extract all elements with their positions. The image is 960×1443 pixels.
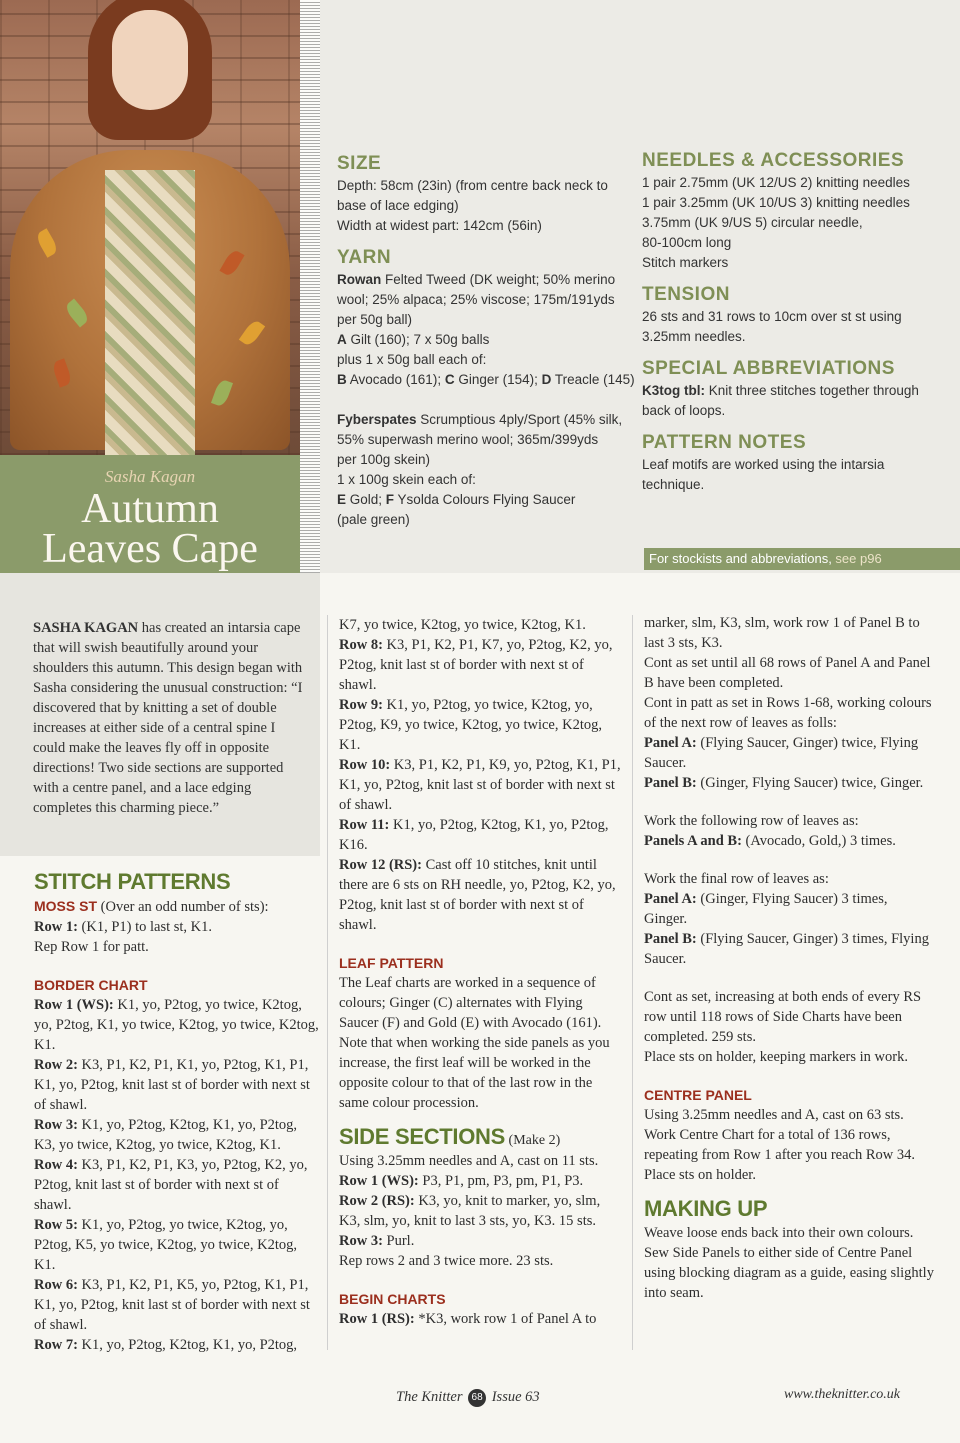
title-line-2: Leaves Cape [42, 526, 258, 572]
paragraph: Cont as set, increasing at both ends of every RS row until 118 rows of Side Charts have been completed. 259 sts. [644, 989, 922, 1045]
stitch-patterns-heading: STITCH PATTERNS [34, 869, 231, 894]
leaf-pattern-heading: LEAF PATTERN [339, 955, 444, 971]
yarn-line: wool; 25% alpaca; 25% viscose; 175m/191yds [337, 292, 615, 307]
moss-stitch-intro: MOSS ST (Over an odd number of sts): [34, 898, 269, 915]
special-abbreviation-cont: back of loops. [642, 403, 726, 418]
footer-magazine: The Knitter 68 Issue 63 [396, 1389, 540, 1405]
border-row: Row 8: K3, P1, K2, P1, K7, yo, P2tog, K2, yo, P2tog, knit last st of border with next st of shawl. [339, 637, 613, 693]
centre-panel-heading: CENTRE PANEL [644, 1087, 752, 1103]
panel-a-colours: Panel A: (Flying Saucer, Ginger) twice, Flying Saucer. [644, 735, 919, 771]
notes-line: technique. [642, 477, 705, 492]
intro-text: SASHA KAGAN has created an intarsia cape that will swish beautifully around your shoulders this autumn. This design began with Sasha considering the unusual construction: “I discovered that by knitting a set of double increases at either side of a central spine I could make the leaves fly off in opposite directions! Two side sections are supported with a centre panel, and a lace edging completes this charming piece.” [33, 620, 303, 816]
border-row: Row 3: K1, yo, P2tog, K2tog, K1, yo, P2tog, K3, yo twice, K2tog, yo twice, K2tog, K1. [34, 1117, 298, 1153]
yarn-ef: E Gold; F Ysolda Colours Flying Saucer [337, 492, 576, 507]
paragraph: Cont in patt as set in Rows 1-68, working colours of the next row of leaves as folls: [644, 695, 932, 731]
side-repeat: Rep rows 2 and 3 twice more. 23 sts. [339, 1253, 554, 1269]
tension-line: 3.25mm needles. [642, 329, 746, 344]
hero-photo [0, 0, 300, 455]
column-divider [327, 615, 328, 1350]
title-panel [0, 455, 300, 573]
moss-repeat: Rep Row 1 for patt. [34, 939, 149, 955]
info-column-left [337, 154, 637, 530]
model-face [112, 10, 188, 110]
needles-line: 1 pair 2.75mm (UK 12/US 2) knitting needles [642, 175, 910, 190]
designer-name: Sasha Kagan [104, 467, 196, 486]
column-1 [34, 868, 319, 1355]
side-row: Row 3: Purl. [339, 1233, 415, 1249]
yarn-line: 1 x 100g skein each of: [337, 472, 476, 487]
size-heading: SIZE [337, 153, 382, 174]
paragraph: Cont as set until all 68 rows of Panel A and Panel B have been completed. [644, 655, 931, 691]
side-sections-heading: SIDE SECTIONS (Make 2) [339, 1124, 561, 1149]
pattern-notes-heading: PATTERN NOTES [642, 432, 807, 453]
side-sections-intro: Using 3.25mm needles and A, cast on 11 sts. [339, 1153, 599, 1169]
border-row: Row 2: K3, P1, K2, P1, K1, yo, P2tog, K1, P1, K1, yo, P2tog, knit last st of border with next st of shawl. [34, 1057, 310, 1113]
border-row: Row 7: K1, yo, P2tog, K2tog, K1, yo, P2tog, [34, 1337, 298, 1353]
footer-website[interactable]: www.theknitter.co.uk [784, 1387, 900, 1402]
panel-b-colours: Panel B: (Ginger, Flying Saucer) twice, Ginger. [644, 775, 924, 791]
column-3 [644, 613, 934, 1303]
yarn-bcd: B Avocado (161); C Ginger (154); D Treacle (145) [337, 372, 635, 387]
tension-line: 26 sts and 31 rows to 10cm over st st using [642, 309, 902, 324]
centre-panel-text: Using 3.25mm needles and A, cast on 63 sts. Work Centre Chart for a total of 136 rows, repeating from Row 1 after you reach Row 34. Place sts on holder. [644, 1107, 915, 1183]
border-chart-heading: BORDER CHART [34, 977, 148, 993]
border-row: Row 5: K1, yo, P2tog, yo twice, K2tog, yo, P2tog, K5, yo twice, K2tog, yo twice, K2tog, K1. [34, 1217, 297, 1273]
panel-b-final: Panel B: (Flying Saucer, Ginger) 3 times, Flying Saucer. [644, 931, 929, 967]
border-row: Row 6: K3, P1, K2, P1, K5, yo, P2tog, K1, P1, K1, yo, P2tog, knit last st of border with next st of shawl. [34, 1277, 310, 1333]
ruler-strip [300, 0, 320, 573]
stockists-banner: For stockists and abbreviations, see p96 [644, 548, 960, 570]
floral-dress [105, 170, 195, 455]
border-row: Row 12 (RS): Cast off 10 stitches, knit until there are 6 sts on RH needle, yo, P2tog, K2, yo, P2tog, knit last st of border with next st of shawl. [339, 857, 616, 933]
yarn-pale: (pale green) [337, 512, 410, 527]
leaf-pattern-text: The Leaf charts are worked in a sequence of colours; Ginger (C) alternates with Flying Saucer (F) and Gold (E) with Avocado (161). Note that when working the side panels as you increase, the first leaf will be worked in the opposite colour to that of the last row in the same colour procession. [339, 975, 610, 1111]
making-up-text: Weave loose ends back into their own colours. Sew Side Panels to either side of Centre Panel using blocking diagram as a guide, easing slightly into seam. [644, 1225, 934, 1301]
size-line: base of lace edging) [337, 198, 459, 213]
yarn-plus: plus 1 x 50g ball each of: [337, 352, 487, 367]
yarn-line: 55% superwash merino wool; 365m/399yds [337, 432, 599, 447]
info-column-right [642, 151, 942, 495]
border-row: Row 9: K1, yo, P2tog, yo twice, K2tog, yo, P2tog, K9, yo twice, K2tog, yo twice, K2tog, K1. [339, 697, 602, 753]
border-row-7-cont: K7, yo twice, K2tog, yo twice, K2tog, K1. [339, 617, 586, 633]
needles-line: 3.75mm (UK 9/US 5) circular needle, [642, 215, 863, 230]
border-row: Row 4: K3, P1, K2, P1, K3, yo, P2tog, K2, yo, P2tog, knit last st of border with next st of shawl. [34, 1157, 308, 1213]
yarn-rowan: Rowan Felted Tweed (DK weight; 50% merino [337, 272, 616, 287]
side-row: Row 2 (RS): K3, yo, knit to marker, yo, slm, K3, slm, yo, knit to last 3 sts, yo, K3. 15 sts. [339, 1193, 601, 1229]
border-row: Row 10: K3, P1, K2, P1, K9, yo, P2tog, K1, P1, K1, yo, P2tog, knit last st of border with next st of shawl. [339, 757, 621, 813]
begin-charts-heading: BEGIN CHARTS [339, 1291, 446, 1307]
size-line: Depth: 58cm (23in) (from centre back neck to [337, 178, 608, 193]
needles-line: 1 pair 3.25mm (UK 10/US 3) knitting needles [642, 195, 910, 210]
begin-row-1-cont: marker, slm, K3, slm, work row 1 of Panel B to last 3 sts, K3. [644, 615, 920, 651]
intro-box [0, 573, 320, 856]
notes-line: Leaf motifs are worked using the intarsia [642, 457, 885, 472]
needles-line: Stitch markers [642, 255, 729, 270]
yarn-line: per 100g skein) [337, 452, 431, 467]
panel-a-final: Panel A: (Ginger, Flying Saucer) 3 times, Ginger. [644, 891, 888, 927]
border-row: Row 11: K1, yo, P2tog, K2tog, K1, yo, P2tog, K16. [339, 817, 609, 853]
border-row: Row 1 (WS): K1, yo, P2tog, yo twice, K2tog, yo, P2tog, K1, yo twice, K2tog, yo twice, K2tog, K1. [34, 997, 319, 1053]
paragraph: Work the final row of leaves as: [644, 871, 829, 887]
paragraph: Work the following row of leaves as: [644, 813, 859, 829]
paragraph: Place sts on holder, keeping markers in work. [644, 1049, 908, 1065]
page-number: 68 [468, 1389, 486, 1407]
column-divider [632, 615, 633, 1350]
needles-heading: NEEDLES & ACCESSORIES [642, 150, 905, 171]
panels-ab-colours: Panels A and B: (Avocado, Gold,) 3 times. [644, 833, 896, 849]
begin-row-1: Row 1 (RS): *K3, work row 1 of Panel A to [339, 1311, 597, 1327]
pattern-title [0, 486, 300, 572]
special-abbreviations-heading: SPECIAL ABBREVIATIONS [642, 358, 895, 379]
moss-row-1: Row 1: (K1, P1) to last st, K1. [34, 919, 213, 935]
yarn-fyberspates: Fyberspates Scrumptious 4ply/Sport (45% silk, [337, 412, 623, 427]
special-abbreviation: K3tog tbl: Knit three stitches together through [642, 383, 919, 398]
side-row: Row 1 (WS): P3, P1, pm, P3, pm, P1, P3. [339, 1173, 584, 1189]
size-line: Width at widest part: 142cm (56in) [337, 218, 542, 233]
needles-line: 80-100cm long [642, 235, 732, 250]
making-up-heading: MAKING UP [644, 1196, 768, 1221]
yarn-line: per 50g ball) [337, 312, 413, 327]
title-line-1: Autumn [81, 486, 219, 532]
tension-heading: TENSION [642, 284, 730, 305]
column-2 [339, 615, 624, 1329]
yarn-a: A Gilt (160); 7 x 50g balls [337, 332, 490, 347]
yarn-heading: YARN [337, 247, 392, 268]
